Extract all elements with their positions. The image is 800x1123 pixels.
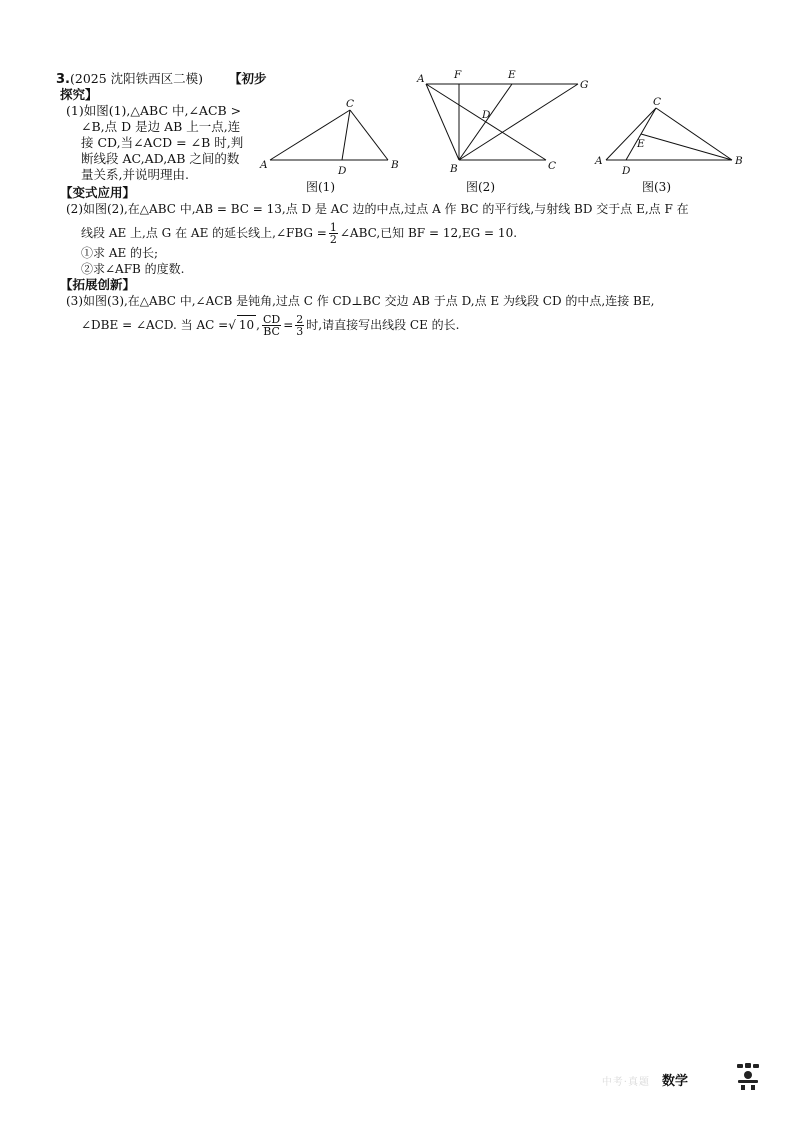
part2-frac-num: 1 <box>329 221 337 234</box>
figure-1-caption: 图(1) <box>306 180 335 194</box>
fig2-label-d: D <box>482 109 491 121</box>
part2-line-2 <box>81 222 517 245</box>
part3-equals: = <box>283 318 294 332</box>
part1-line-5: 量关系,并说明理由. <box>81 167 189 182</box>
fig2-label-b: B <box>450 163 458 175</box>
part2-line-2a: 线段 AE 上,点 G 在 AE 的延长线上,∠FBG = <box>81 226 327 240</box>
fig1-label-d: D <box>338 165 347 177</box>
part3-frac-num: CD <box>262 313 281 326</box>
fig1-label-c: C <box>346 98 355 110</box>
fig3-label-d: D <box>622 165 631 177</box>
part3-frac2-den: 3 <box>296 325 304 338</box>
part2-line-1: (2)如图(2),在△ABC 中,AB = BC = 13,点 D 是 AC 边的中点,过点 A 作 BC 的平行线,与射线 BD 交于点 E,点 F 在 <box>66 202 689 216</box>
figure-2-diagram <box>410 66 595 178</box>
fig3-label-c: C <box>653 96 662 108</box>
fig1-label-b: B <box>391 159 399 171</box>
figure-1-diagram <box>256 96 406 180</box>
fig2-label-c: C <box>548 160 557 172</box>
part1-line-4: 断线段 AC,AD,AB 之间的数 <box>81 151 240 166</box>
section-heading-extend: 【拓展创新】 <box>60 277 136 292</box>
part3-frac2-num: 2 <box>296 313 304 326</box>
part3-sqrt-value: 10 <box>237 315 256 334</box>
part3-frac-den: BC <box>263 325 280 338</box>
section-heading-explore-cont: 探究】 <box>60 87 98 102</box>
fig2-label-g: G <box>580 79 589 91</box>
section-heading-explore: 【初步 <box>229 71 267 86</box>
fig2-label-a: A <box>417 73 425 85</box>
part3-line-2b: 时,请直接写出线段 CE 的长. <box>306 318 460 332</box>
problem-source: (2025 沈阳铁西区二模) <box>69 71 204 86</box>
fig2-label-e: E <box>508 69 516 81</box>
footer-watermark-text: 中考·真题 <box>601 1077 650 1088</box>
fig3-label-b: B <box>735 155 743 167</box>
part2-fraction <box>329 222 338 245</box>
problem-number: 3. <box>56 72 70 87</box>
part2-question-2: ②求∠AFB 的度数. <box>81 262 185 276</box>
part1-line-1: (1)如图(1),△ABC 中,∠ACB > <box>66 103 242 118</box>
footer-subject: 数学 <box>661 1074 688 1089</box>
fig3-label-a: A <box>595 155 603 167</box>
part2-question-1: ①求 AE 的长; <box>81 246 159 260</box>
part3-line-2: ∠DBE = ∠ACD. 当 AC =√ 10 , $\frac{CD}{BC}$ = $\frac{2}{3}$ 时,请直接写出线段 CE 的长. <box>81 313 460 338</box>
fig2-label-f: F <box>454 69 462 81</box>
fig1-label-a: A <box>260 159 268 171</box>
part1-line-2: ∠B,点 D 是边 AB 上一点,连 <box>81 119 241 134</box>
figure-2-caption: 图(2) <box>466 180 495 194</box>
part2-frac-den: 2 <box>329 233 337 246</box>
figure-3-diagram <box>592 94 750 180</box>
part3-fraction-cd-bc <box>262 314 281 337</box>
section-heading-apply: 【变式应用】 <box>60 185 136 200</box>
part3-fraction-two-thirds <box>295 314 304 337</box>
footer-logo-icon <box>735 1062 761 1092</box>
part1-line-3: 接 CD,当∠ACD = ∠B 时,判 <box>81 135 244 150</box>
part3-line-1: (3)如图(3),在△ABC 中,∠ACB 是钝角,过点 C 作 CD⊥BC 交边 AB 于点 D,点 E 为线段 CD 的中点,连接 BE, <box>66 294 655 308</box>
fig3-label-e: E <box>637 138 645 150</box>
part2-line-2b: ∠ABC,已知 BF = 12,EG = 10. <box>339 226 518 240</box>
part3-line-2a: ∠DBE = ∠ACD. 当 AC = <box>81 318 229 332</box>
figure-3-caption: 图(3) <box>642 180 671 194</box>
